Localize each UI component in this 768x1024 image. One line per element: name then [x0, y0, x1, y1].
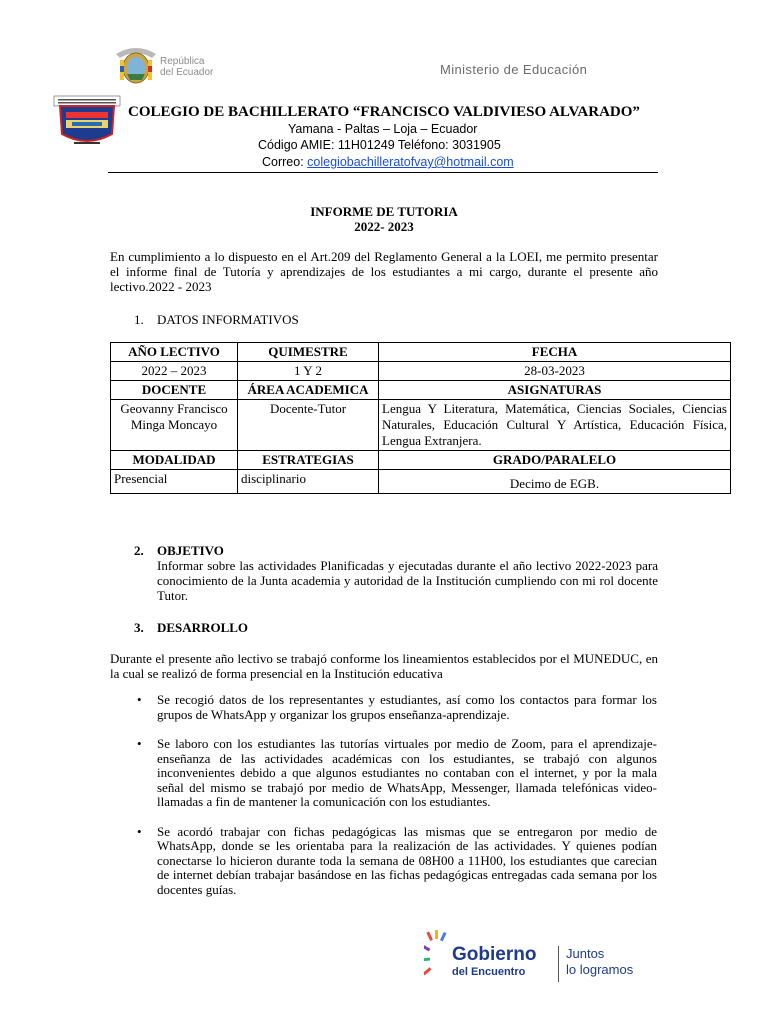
- section-1-title: DATOS INFORMATIVOS: [157, 312, 299, 327]
- cell-asignaturas: Lengua Y Literatura, Matemática, Ciencias Sociales, Ciencias Naturales, Educación Cultural Y Artística, Educación Física, Lengua Extranjera.: [379, 400, 731, 451]
- school-crest-icon: [52, 94, 122, 155]
- list-item-text: Se recogió datos de los representantes y estudiantes, así como los contactos para formar los grupos de WhatsApp y organizar los grupos enseñanza-aprendizaje.: [157, 692, 657, 722]
- republica-ecuador-text: República del Ecuador: [160, 56, 214, 78]
- list-item: [137, 737, 657, 810]
- school-location: Yamana - Paltas – Loja – Ecuador: [288, 122, 478, 136]
- list-item: [137, 825, 657, 898]
- header-anio-lectivo: AÑO LECTIVO: [111, 343, 238, 362]
- report-year: 2022- 2023: [354, 219, 414, 234]
- section-2-title: OBJETIVO: [157, 543, 224, 558]
- section-2-number: 2.: [134, 543, 144, 558]
- footer-divider: [558, 946, 559, 982]
- header-grado-paralelo: GRADO/PARALELO: [379, 451, 731, 470]
- development-intro: Durante el presente año lectivo se trabajó conforme los lineamientos establecidos por el MUNEDUC, en la cual se realizó de forma presencial en la Institución educativa: [110, 651, 658, 681]
- cell-anio-lectivo: 2022 – 2023: [111, 362, 238, 381]
- intro-paragraph: En cumplimiento a lo dispuesto en el Art.209 del Reglamento General a la LOEI, me permito presentar el informe final de Tutoría y aprendizajes de los estudiantes a mi cargo, durante el presente año lectivo.2022 - 2023: [110, 249, 658, 294]
- bullet-icon: •: [137, 692, 142, 707]
- table-row: [111, 451, 731, 470]
- list-item-text: Se acordó trabajar con fichas pedagógicas las mismas que se entregaron por medio de WhatsApp, donde se les orientaba para la realización de las actividades. Y quienes podían conectarse lo hicieron durante toda la semana de 08H00 a 11H00, los estudiantes que carecian de internet debían trabajar basándose en las fichas pedagógicas entregadas cada semana por los docentes guías.: [157, 823, 657, 897]
- cell-grado-paralelo: Decimo de EGB.: [379, 470, 731, 494]
- header-asignaturas: ASIGNATURAS: [379, 381, 731, 400]
- section-3-number: 3.: [134, 620, 144, 635]
- table-row: [111, 470, 731, 494]
- cell-estrategias: disciplinario: [238, 470, 379, 494]
- school-email-line: [262, 155, 514, 169]
- table-row: [111, 362, 731, 381]
- table-row: [111, 400, 731, 451]
- info-table: [110, 342, 731, 494]
- cell-modalidad: Presencial: [111, 470, 238, 494]
- report-title: INFORME DE TUTORIA: [310, 204, 458, 219]
- header-area-academica: ÁREA ACADEMICA: [238, 381, 379, 400]
- header-fecha: FECHA: [379, 343, 731, 362]
- objective-paragraph: Informar sobre las actividades Planificadas y ejecutadas durante el año lectivo 2022-2023 para conocimiento de la Junta academia y autoridad de la Institución cumpliendo con mi rol docente Tutor.: [157, 558, 658, 603]
- del-encuentro-text: del Encuentro: [452, 966, 526, 978]
- list-item: [137, 693, 657, 722]
- cell-quimestre: 1 Y 2: [238, 362, 379, 381]
- header-docente: DOCENTE: [111, 381, 238, 400]
- list-item-text: Se laboro con los estudiantes las tutorías virtuales por medio de Zoom, para el aprendizaje-enseñanza de las actividades académicas con los estudiantes, se trabajó con algunos inconvenientes debido a que algunos estudiantes no contaban con el internet, y por la mala señal del mismo se trabajó por medio de WhatsApp, Messenger, llamada telefónicas video- llamadas a fin de mantener la comunicación con los estudiantes.: [157, 736, 657, 809]
- email-label: Correo:: [262, 155, 308, 169]
- cell-docente: Geovanny Francisco Minga Moncayo: [111, 400, 238, 451]
- header-modalidad: MODALIDAD: [111, 451, 238, 470]
- ministry-name: Ministerio de Educación: [440, 62, 588, 77]
- bullet-icon: •: [137, 736, 142, 751]
- header-estrategias: ESTRATEGIAS: [238, 451, 379, 470]
- table-row: [111, 381, 731, 400]
- header-divider: [108, 172, 658, 173]
- cell-area-academica: Docente-Tutor: [238, 400, 379, 451]
- bullet-icon: •: [137, 823, 142, 839]
- development-list: [137, 693, 657, 912]
- email-link[interactable]: colegiobachilleratofvay@hotmail.com: [307, 155, 514, 169]
- school-name: COLEGIO DE BACHILLERATO “FRANCISCO VALDIVIESO ALVARADO”: [128, 104, 640, 120]
- cell-fecha: 28-03-2023: [379, 362, 731, 381]
- ecuador-coat-of-arms-icon: [112, 40, 160, 93]
- header-quimestre: QUIMESTRE: [238, 343, 379, 362]
- school-codes: Código AMIE: 11H01249 Teléfono: 3031905: [258, 138, 501, 152]
- table-row: [111, 343, 731, 362]
- juntos-lo-logramos-text: Juntos lo logramos: [566, 946, 634, 977]
- section-1-number: 1.: [134, 312, 144, 327]
- gobierno-logo-icon: [424, 930, 452, 985]
- gobierno-text: Gobierno: [452, 944, 537, 965]
- section-3-title: DESARROLLO: [157, 620, 249, 635]
